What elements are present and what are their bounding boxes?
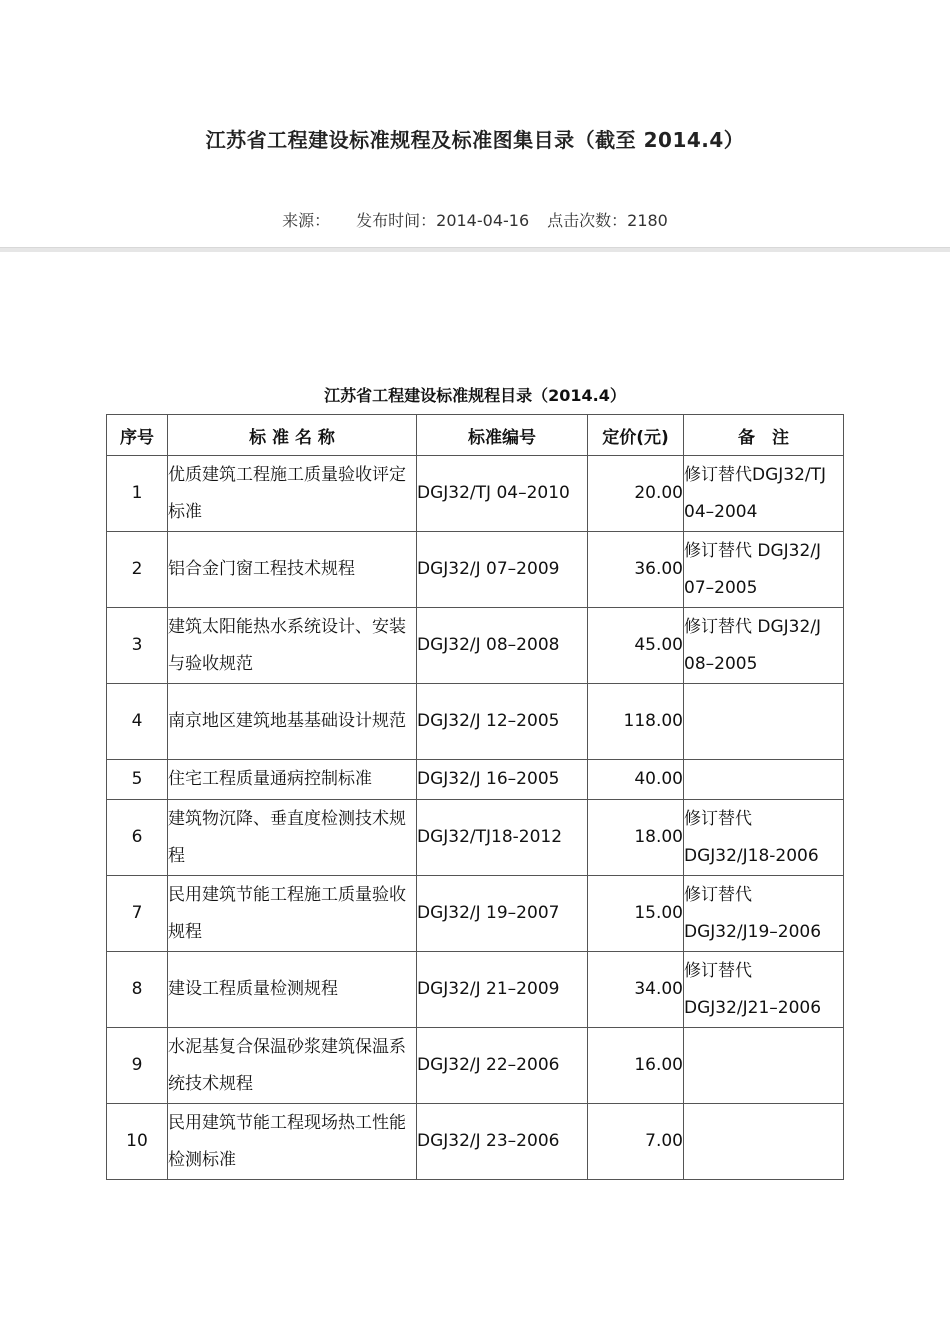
row-price: 40.00 <box>588 760 684 800</box>
row-price: 16.00 <box>588 1028 684 1104</box>
row-code: DGJ32/TJ18-2012 <box>417 800 588 876</box>
page-title: 江苏省工程建设标准规程及标准图集目录（截至 2014.4） <box>205 128 745 152</box>
standards-table <box>106 414 844 1180</box>
row-code: DGJ32/J 07–2009 <box>417 532 588 608</box>
row-price: 118.00 <box>588 684 684 760</box>
row-name: 建设工程质量检测规程 <box>168 952 417 1028</box>
row-no: 3 <box>107 608 168 684</box>
row-price: 36.00 <box>588 532 684 608</box>
row-code: DGJ32/J 22–2006 <box>417 1028 588 1104</box>
row-no: 2 <box>107 532 168 608</box>
table-title: 江苏省工程建设标准规程目录（2014.4） <box>324 386 626 405</box>
header-name: 标 准 名 称 <box>168 415 417 456</box>
row-name: 优质建筑工程施工质量验收评定标准 <box>168 456 417 532</box>
row-note: 修订替代 DGJ32/J 08–2005 <box>684 608 844 684</box>
row-price: 18.00 <box>588 800 684 876</box>
table-row <box>107 684 844 760</box>
table-header-row <box>107 415 844 456</box>
header-code: 标准编号 <box>417 415 588 456</box>
row-no: 5 <box>107 760 168 800</box>
row-no: 9 <box>107 1028 168 1104</box>
row-no: 1 <box>107 456 168 532</box>
row-code: DGJ32/J 16–2005 <box>417 760 588 800</box>
table-row <box>107 800 844 876</box>
row-note <box>684 1028 844 1104</box>
article-header <box>0 0 950 250</box>
row-note <box>684 684 844 760</box>
row-no: 7 <box>107 876 168 952</box>
header-divider <box>0 247 950 252</box>
table-row <box>107 760 844 800</box>
row-price: 45.00 <box>588 608 684 684</box>
row-note: 修订替代DGJ32/TJ 04–2004 <box>684 456 844 532</box>
row-code: DGJ32/J 23–2006 <box>417 1104 588 1180</box>
row-price: 15.00 <box>588 876 684 952</box>
header-no: 序号 <box>107 415 168 456</box>
row-code: DGJ32/J 19–2007 <box>417 876 588 952</box>
row-code: DGJ32/J 12–2005 <box>417 684 588 760</box>
row-no: 4 <box>107 684 168 760</box>
row-note <box>684 1104 844 1180</box>
row-note <box>684 760 844 800</box>
row-note: 修订替代 DGJ32/J19–2006 <box>684 876 844 952</box>
row-no: 8 <box>107 952 168 1028</box>
source-label: 来源： <box>282 211 331 230</box>
publish-time: 发布时间：2014-04-16 <box>356 211 530 230</box>
row-code: DGJ32/J 21–2009 <box>417 952 588 1028</box>
row-code: DGJ32/J 08–2008 <box>417 608 588 684</box>
row-price: 20.00 <box>588 456 684 532</box>
row-name: 水泥基复合保温砂浆建筑保温系统技术规程 <box>168 1028 417 1104</box>
table-row <box>107 608 844 684</box>
table-row <box>107 1028 844 1104</box>
row-note: 修订替代 DGJ32/J18-2006 <box>684 800 844 876</box>
row-note: 修订替代 DGJ32/J21–2006 <box>684 952 844 1028</box>
header-note: 备 注 <box>684 415 844 456</box>
header-price: 定价(元) <box>588 415 684 456</box>
table-row <box>107 532 844 608</box>
row-note: 修订替代 DGJ32/J 07–2005 <box>684 532 844 608</box>
row-no: 6 <box>107 800 168 876</box>
click-count: 点击次数：2180 <box>547 211 668 230</box>
table-row <box>107 952 844 1028</box>
row-name: 建筑太阳能热水系统设计、安装与验收规范 <box>168 608 417 684</box>
table-row <box>107 876 844 952</box>
row-code: DGJ32/TJ 04–2010 <box>417 456 588 532</box>
row-name: 住宅工程质量通病控制标准 <box>168 760 417 800</box>
article-meta <box>0 208 950 231</box>
row-name: 民用建筑节能工程现场热工性能检测标准 <box>168 1104 417 1180</box>
row-name: 建筑物沉降、垂直度检测技术规程 <box>168 800 417 876</box>
row-name: 民用建筑节能工程施工质量验收规程 <box>168 876 417 952</box>
row-price: 34.00 <box>588 952 684 1028</box>
row-name: 南京地区建筑地基基础设计规范 <box>168 684 417 760</box>
table-row <box>107 456 844 532</box>
table-row <box>107 1104 844 1180</box>
row-price: 7.00 <box>588 1104 684 1180</box>
row-no: 10 <box>107 1104 168 1180</box>
row-name: 铝合金门窗工程技术规程 <box>168 532 417 608</box>
